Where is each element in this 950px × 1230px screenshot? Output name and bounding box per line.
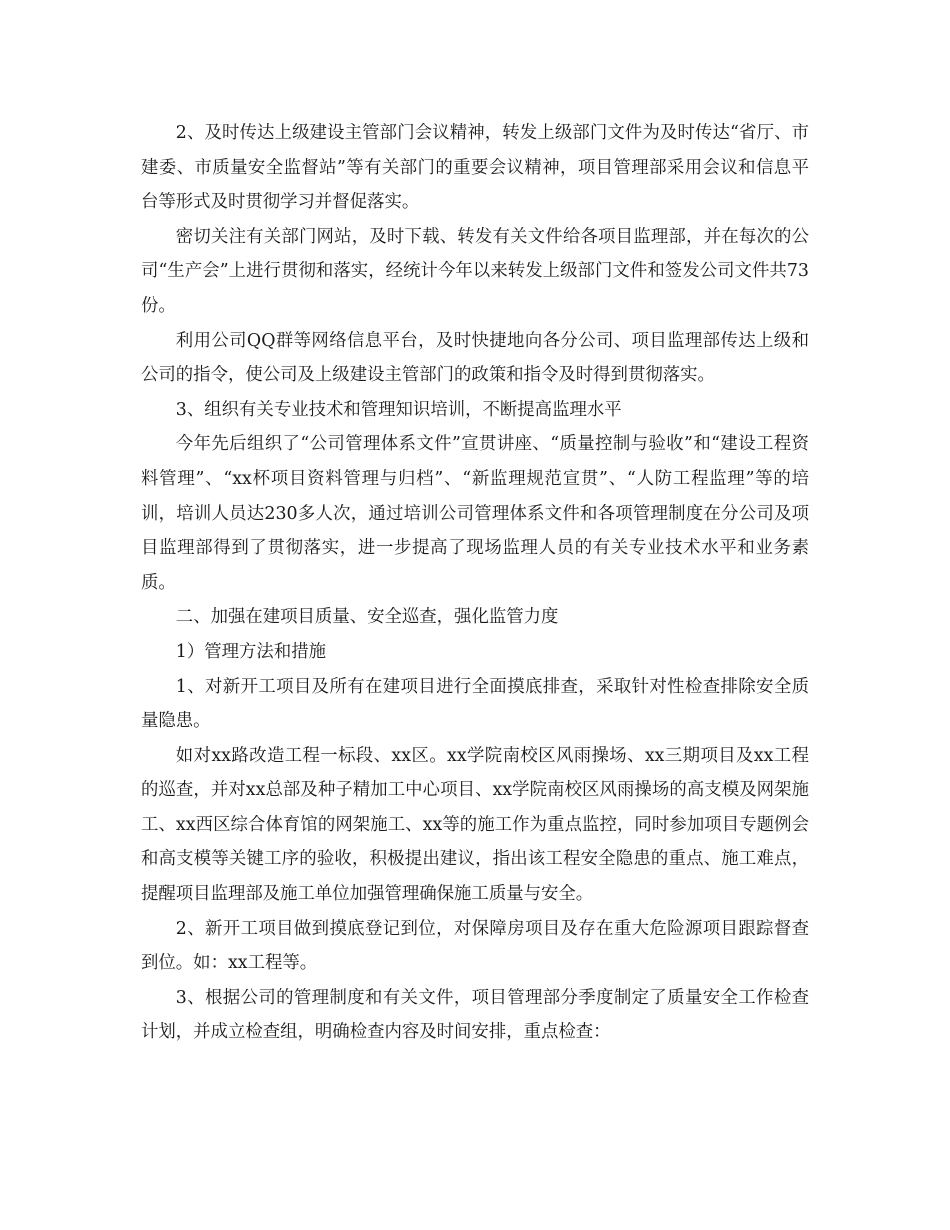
- subsection-heading-methods: 1）管理方法和措施: [175, 641, 326, 662]
- paragraph-inspection-examples: 如对xx路改造工程一标段、xx区。xx学院南校区风雨操场、xx三期项目及xx工程的巡查，并对xx总部及种子精加工中心项目、xx学院南校区风雨操场的高支模及网架施工、xx西区综合体育馆的网架施工、xx等的施工作为重点监控，同时参加项目专题例会和高支模等关键工序的验收，积极提出建议，指出该工程安全隐患的重点、施工难点，提醒项目监理部及施工单位加强管理确保施工质量与安全。: [141, 745, 809, 905]
- paragraph-quarterly-plan: 3、根据公司的管理制度和有关文件，项目管理部分季度制定了质量安全工作检查计划，并成立检查组，明确检查内容及时间安排，重点检查：: [141, 987, 809, 1043]
- paragraph-item-3-heading: 3、组织有关专业技术和管理知识培训，不断提高监理水平: [175, 399, 622, 420]
- paragraph-qq-platform: 利用公司QQ群等网络信息平台，及时快捷地向各分公司、项目监理部传达上级和公司的指令，使公司及上级建设主管部门的政策和指令及时得到贯彻落实。: [141, 330, 809, 386]
- paragraph-new-projects: 2、新开工项目做到摸底登记到位，对保障房项目及存在重大危险源项目跟踪督查到位。如：xx工程等。: [141, 918, 809, 974]
- paragraph-website-monitoring: 密切关注有关部门网站，及时下载、转发有关文件给各项目监理部，并在每次的公司“生产会”上进行贯彻和落实，经统计今年以来转发上级部门文件和签发公司文件共73份。: [141, 226, 809, 316]
- paragraph-survey-projects: 1、对新开工项目及所有在建项目进行全面摸底排查，采取针对性检查排除安全质量隐患。: [141, 676, 809, 732]
- paragraph-item-2: 2、及时传达上级建设主管部门会议精神，转发上级部门文件为及时传达“省厅、市建委、市质量安全监督站”等有关部门的重要会议精神，项目管理部采用会议和信息平台等形式及时贯彻学习并督促落实。: [141, 123, 809, 213]
- section-heading-inspection: 二、加强在建项目质量、安全巡查，强化监管力度: [175, 607, 559, 628]
- paragraph-training: 今年先后组织了“公司管理体系文件”宣贯讲座、“质量控制与验收”和“建设工程资料管理”、“xx杯项目资料管理与归档”、“新监理规范宣贯”、“人防工程监理”等的培训，培训人员达230多人次，通过培训公司管理体系文件和各项管理制度在分公司及项目监理部得到了贯彻落实，进一步提高了现场监理人员的有关专业技术水平和业务素质。: [141, 434, 809, 593]
- document-body: [141, 116, 809, 1050]
